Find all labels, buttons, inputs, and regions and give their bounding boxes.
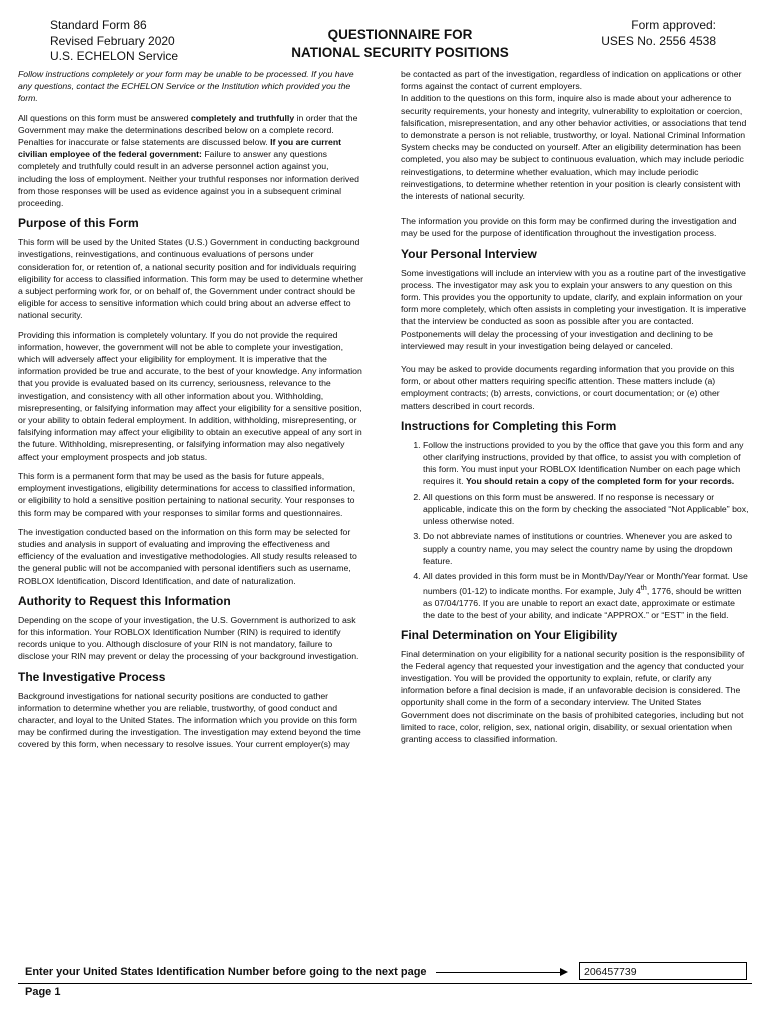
issuing-service: U.S. ECHELON Service	[50, 49, 179, 63]
title-line-1: QUESTIONNAIRE FOR	[327, 27, 473, 42]
section-heading-authority: Authority to Request this Information	[18, 593, 231, 608]
purpose-paragraph-3: This form is a permanent form that may be used as the basis for future appeals, employment investigations, eligibility determinations for access to classified information, or eligibility to hold a sensitive position pertaining to national security. Your responses to this form may be compared with your responses to similar forms and questionnaires.	[18, 470, 356, 518]
identification-prompt: Enter your United States Identification Number before going to the next page	[25, 966, 427, 978]
purpose-paragraph-4: The investigation conducted based on the information on this form may be selected for studies and analysis in support of evaluating and improving the effectiveness and efficiency of the evaluation and investigative methodologies. All study results released to the general public will not be accompanied with personal identifiers such as username, ROBLOX Identification, Discord Identification, and date of naturalization.	[18, 526, 357, 586]
identification-number-field[interactable]: 206457739	[579, 962, 747, 980]
right-column	[401, 68, 749, 752]
continuation-paragraph-2: In addition to the questions on this form, inquire also is made about your adherence to security requirements, your honesty and integrity, vulnerability to exploitation or coercion, falsification, misrepresentation, and any other behavior activities, or associations that tend to demonstrate a person is not reliable, trustworthy, or loyal. National Criminal Information System checks may be conducted on yourself. After an eligibility determination has been completed, you also may be subject to continuous evaluation, which may include periodic reinvestigations, to determine whether evaluation, which may include periodic reinvestigations, to determine whether retention in your position is clearly consistent with the interests of national security.	[401, 93, 747, 202]
text-run: in order that the Government may make the determinations described below on a complete record. Penalties for inaccurate or false statements are discussed below.	[18, 112, 358, 148]
intro-paragraph: Follow instructions completely or your form may be unable to be processed. If you have any questions, contact the ECHELON Service or the Institution which provided you the form.	[18, 69, 354, 104]
emphasis-text: completely and truthfully	[190, 112, 295, 123]
section-heading-instructions: Instructions for Completing this Form	[401, 418, 617, 433]
section-heading-purpose: Purpose of this Form	[18, 216, 139, 231]
purpose-paragraph-2: Providing this information is completely voluntary. If you do not provide the required information, however, the government will not be able to complete your investigation, which will adversely affect your eligibility for employment. It is imperative that the information provided be true and accurate, to the best of your knowledge. Any information that you provide is evaluated based on its currency, seriousness, relevance to the investigation, and consistency with all other information about you. Withholding, misrepresenting, or falsifying information may affect your eligibility for a sensitive position, or your ability to obtain federal employment. In addition, withholding, misrepresenting, or falsifying information may affect your eligibility to obtain an executive appeal of any sort in the future. Withholding, misrepresenting, or falsifying information may also negatively affect your employment prospects and job status.	[18, 329, 362, 462]
left-column	[18, 68, 364, 758]
truthfulness-paragraph	[18, 112, 364, 210]
approval-label: Form approved:	[631, 18, 716, 32]
text-run: All questions on this form must be answered	[18, 112, 191, 123]
revision-date: Revised February 2020	[50, 33, 175, 48]
purpose-paragraph-1: This form will be used by the United States (U.S.) Government in conducting background investigations, reinvestigations, and continuous evaluations of persons under consideration for, or retention of, a national security position and for individuals requiring eligibility for access to classified information. This form may be used to determine whether a subject performing work for, or on behalf of, the Government under contract should be eligible for access to sensitive information which could bring about an adverse effect to national security.	[18, 237, 364, 321]
process-paragraph: Background investigations for national security positions are conducted to gather information to determine whether you are reliable, trustworthy, of good conduct and character, and loyal to the United States. The information which you provide on this form may be confirmed during the investigation. The investigation may extend beyond the time covered by this form, when necessary to resolve issues. Your current employer(s) may	[18, 690, 361, 750]
text-run: , 1776, should be written as 07/04/1776. If you are unable to report an exact date, approximate or estimate the date to the best of your ability, and indicate “APPROX.” or “EST” in the field.	[423, 586, 742, 621]
footer-divider	[18, 983, 752, 984]
title-line-2: NATIONAL SECURITY POSITIONS	[291, 45, 509, 60]
instructions-list	[401, 439, 749, 622]
instruction-item-3: 3. Do not abbreviate names of institutions or countries. Whenever you are asked to supply a country name, you may select the country name by using the dropdown feature.	[423, 530, 749, 567]
form-approval	[601, 18, 716, 49]
page-number: Page 1	[25, 986, 61, 998]
superscript: th	[640, 583, 647, 593]
instruction-item-1	[423, 439, 749, 488]
final-determination-paragraph: Final determination on your eligibility for a national security position is the responsibility of the Federal agency that requested your investigation and the agency that conducted your investigation. You will be provided the opportunity to explain, refute, or clarify any information before a final decision is made, if an unfavorable decision is considered. The opportunity shall come in the form of a secondary interview. The United States Government does not discriminate on the basis of prohibited categories, including but not limited to race, color, religion, sex, national origin, disability, or sexual orientation when granting access to classified information.	[401, 648, 745, 745]
instruction-item-4	[423, 570, 749, 622]
authority-paragraph: Depending on the scope of your investigation, the U.S. Government is authorized to ask for this information. Your ROBLOX Identification Number (RIN) is required to identify records unique to you. Although disclosure of your RIN is not mandatory, failure to disclose your RIN may prevent or delay the processing of your background investigation.	[18, 614, 359, 662]
text-run: All dates provided in this form must be in Month/Day/Year or Month/Year format. Use numbers (01-12) to indicate months. For example, July 4	[423, 570, 748, 596]
continuation-paragraph-3: The information you provide on this form may be confirmed during the investigation and may be used for the purpose of identification throughout the investigation process.	[401, 216, 737, 239]
instruction-item-2: 2. All questions on this form must be answered. If no response is necessary or applicable, indicate this on the form by checking the associated “Not Applicable” box, unless otherwise noted.	[423, 491, 749, 528]
arrow-line	[436, 972, 564, 973]
interview-paragraph-2: You may be asked to provide documents regarding information that you provide on this form, or about other matters requiring specific attention. These matters include (a) employment contracts; (b) arrests, convictions, or court documentation; or (e) other matters described in court records.	[401, 364, 735, 411]
form-name: Standard Form 86	[50, 18, 147, 32]
interview-paragraph-1: Some investigations will include an interview with you as a routine part of the investigative process. The investigator may ask you to explain your answers to any question on this form. This provides you the opportunity to update, clarify, and explain information on your form more completely, which often assists in completing your investigation. It is imperative that the interview be conducted as soon as possible after you are contacted. Postponements will delay the processing of your investigation and declining to be interviewed may result in your investigation being delayed or canceled.	[401, 267, 747, 351]
continuation-paragraph-1: be contacted as part of the investigation, regardless of indication on applications or other forms against the contact of current employers.	[401, 69, 742, 92]
section-heading-process: The Investigative Process	[18, 669, 166, 684]
emphasis-text: You should retain a copy of the completed form for your records.	[465, 476, 735, 487]
arrow-right-icon	[560, 968, 568, 976]
section-heading-final-determination: Final Determination on Your Eligibility	[401, 627, 618, 642]
document-title	[250, 26, 550, 62]
form-identification	[50, 18, 178, 65]
text-run: Follow the instructions provided to you by the office that gave you this form and any other clarifying instructions, provided by that office, to assist you with completion of this form. You must input your ROBLOX Identification Number on each page which requires it.	[423, 439, 744, 487]
text-run: Failure to answer any questions completely and truthfully could result in an adverse personnel action against you, including the loss of employment. Neither your truthful responses nor information derived from those responses will be used as evidence against you in a subsequent criminal proceeding.	[18, 149, 359, 209]
emphasis-text: If you are current civilian employee of the federal government:	[18, 137, 342, 160]
uses-number: USES No. 2556 4538	[601, 33, 716, 48]
section-heading-interview: Your Personal Interview	[401, 246, 537, 261]
